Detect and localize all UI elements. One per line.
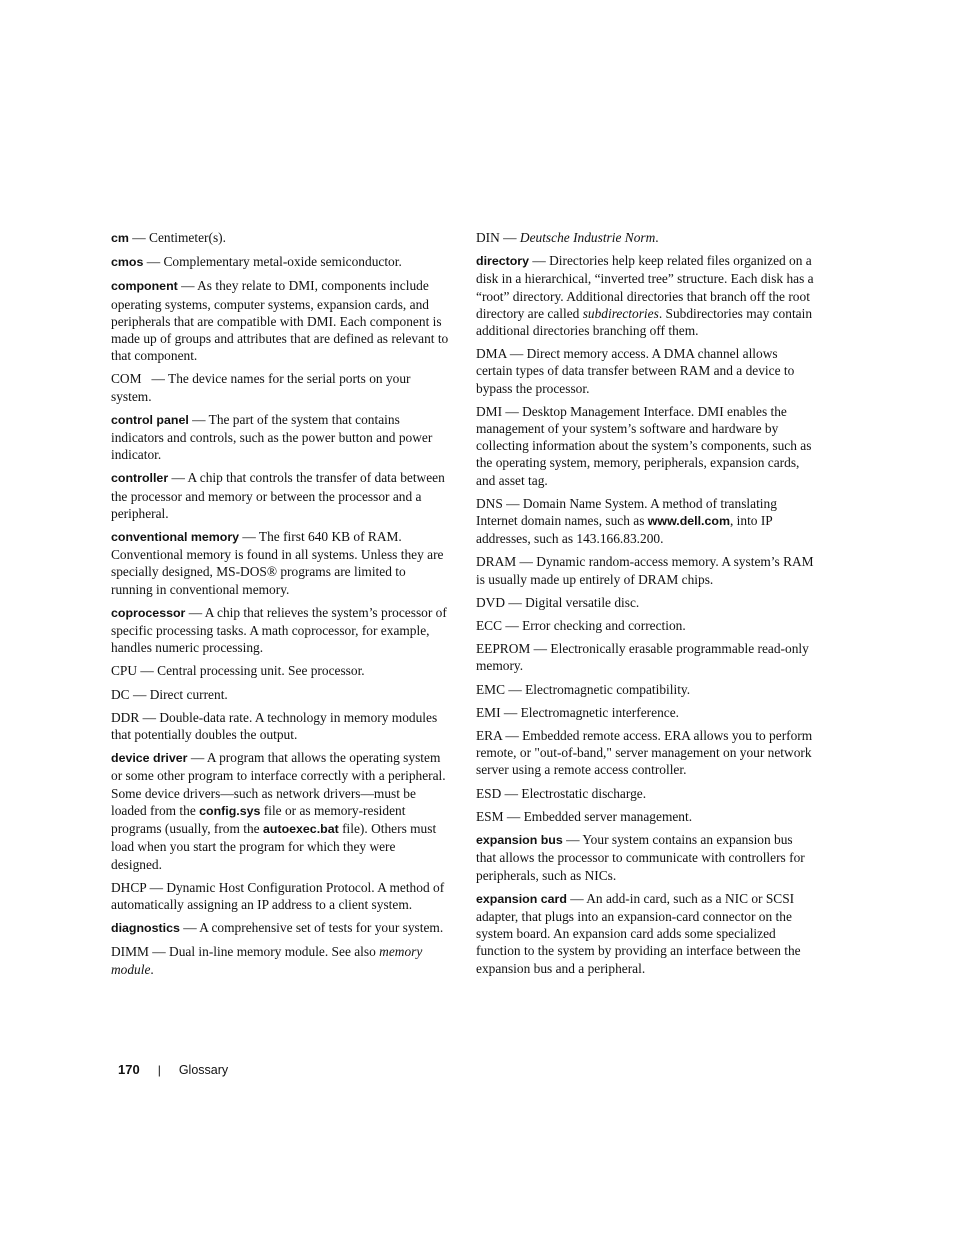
glossary-entry: [111, 943, 449, 977]
glossary-definition: — Centimeter(s).: [128, 230, 226, 245]
glossary-term: DVD: [476, 594, 506, 610]
glossary-entry: [111, 229, 449, 247]
glossary-entry: [476, 403, 814, 489]
glossary-definition-end: . Subdirectories may contain additional directories branching off them.: [476, 305, 813, 339]
italic-text: subdirectories: [582, 305, 659, 321]
glossary-definition: — An add-in card, such as a NIC or SCSI adapter, that plugs into an expansion-card connector on the system board. An expansion card adds some specialized function to the system by providing an interface between the expansion bus and a peripheral.: [476, 890, 801, 976]
glossary-definition: — Dual in-line memory module. See also: [148, 944, 380, 960]
glossary-definition: — Direct memory access. A DMA channel allows certain types of data transfer between RAM and a device to bypass the processor.: [476, 346, 795, 396]
glossary-term: ESD: [476, 785, 502, 801]
glossary-definition: file). Others must load when you start the program for which they were designed.: [111, 821, 437, 872]
glossary-definition: — Double-data rate. A technology in memory modules that potentially doubles the output.: [111, 709, 438, 743]
glossary-entry: [476, 229, 814, 246]
glossary-term: expansion bus: [476, 833, 563, 848]
section-name: Glossary: [178, 1062, 229, 1077]
file-name: config.sys: [199, 803, 261, 818]
glossary-column-right: [476, 229, 814, 983]
glossary-term: DIN: [476, 230, 500, 245]
glossary-definition: — Electromagnetic interference.: [500, 704, 679, 720]
glossary-term: device driver: [111, 751, 188, 766]
glossary-definition-end: .: [655, 230, 659, 245]
glossary-definition: — A chip that relieves the system’s processor of specific processing tasks. A math coprocessor, for example, handles numeric processing.: [111, 604, 447, 656]
glossary-term: DC: [111, 686, 130, 702]
glossary-entry: [476, 704, 814, 721]
glossary-term: component: [111, 279, 178, 294]
glossary-entry: [111, 662, 449, 679]
glossary-definition: — As they relate to DMI, components include operating systems, computer systems, expansion cards, and peripherals that are compatible with DMI. Each component is made up of groups and attributes that are defined as relevant to that component.: [111, 278, 449, 364]
glossary-term: DNS: [476, 495, 503, 511]
glossary-definition: — Central processing unit. See processor.: [137, 663, 365, 679]
glossary-entry: [111, 749, 449, 872]
glossary-term: controller: [111, 471, 169, 486]
glossary-definition: — The device names for the serial ports on your system.: [111, 371, 414, 404]
glossary-definition: — Desktop Management Interface. DMI enables the management of your system’s software and hardware by collecting information about the system’s components, such as the operating system, memory, peripherals, expansion cards, and asset tag.: [476, 403, 812, 488]
glossary-definition: — Directories help keep related files organized on a disk in a hierarchical, “inverted tree” structure. Each disk has a “root” directory. Additional directories that branch off the root directory are called: [476, 253, 814, 321]
glossary-entry: [111, 919, 449, 937]
glossary-entry: [476, 345, 814, 397]
glossary-entry: [476, 831, 814, 884]
glossary-definition: — Domain Name System. A method of translating Internet domain names, such as: [476, 495, 777, 529]
glossary-definition: — Electrostatic discharge.: [501, 785, 647, 801]
glossary-entry: [476, 495, 814, 548]
glossary-entry: [111, 469, 449, 522]
url-text: www.dell.com: [647, 514, 730, 529]
glossary-definition: — Digital versatile disc.: [505, 594, 640, 610]
glossary-entry: [111, 370, 449, 404]
glossary-term: conventional memory: [111, 530, 240, 545]
glossary-term: CPU: [111, 663, 138, 679]
glossary-entry: [111, 528, 449, 598]
glossary-term: coprocessor: [111, 605, 186, 620]
glossary-entry: [111, 604, 449, 657]
glossary-definition: — The part of the system that contains indicators and controls, such as the power button and power indicator.: [111, 411, 433, 463]
glossary-definition: — Dynamic Host Configuration Protocol. A method of automatically assigning an IP address to a client system.: [111, 879, 445, 912]
glossary-term: COM: [111, 371, 142, 387]
glossary-term: diagnostics: [111, 921, 180, 936]
glossary-entry: [476, 727, 814, 779]
glossary-definition: — Complementary metal-oxide semiconductor.: [143, 254, 402, 270]
glossary-entry: [111, 879, 449, 913]
glossary-term: DMA: [476, 346, 507, 362]
glossary-definition: — Electromagnetic compatibility.: [505, 681, 691, 697]
glossary-definition: — A program that allows the operating system or some other program to interface correctly with a peripheral. Some device drivers—such as network drivers—must be loaded from the: [111, 750, 446, 818]
glossary-column-left: [111, 229, 449, 984]
glossary-entry: [476, 808, 814, 825]
glossary-entry: [476, 640, 814, 674]
glossary-definition: — Embedded server management.: [503, 808, 693, 824]
glossary-entry: [476, 553, 814, 587]
glossary-term: directory: [476, 254, 530, 269]
glossary-term: DDR: [111, 709, 140, 725]
page-number: 170: [118, 1062, 140, 1077]
glossary-definition: — A comprehensive set of tests for your system.: [179, 920, 444, 936]
glossary-entry: [476, 890, 814, 977]
glossary-term: ESM: [476, 808, 504, 824]
glossary-term: DHCP: [111, 879, 147, 895]
glossary-term: DIMM: [111, 944, 149, 960]
glossary-entry: [476, 681, 814, 698]
glossary-term: cm: [111, 231, 129, 245]
footer-separator: |: [157, 1062, 161, 1077]
glossary-entry: [111, 709, 449, 743]
glossary-entry: [111, 277, 449, 364]
glossary-definition: — Electronically erasable programmable read-only memory.: [476, 641, 809, 674]
glossary-definition: — The first 640 KB of RAM. Conventional memory is found in all systems. Unless they are specially designed, MS-DOS® programs are limited to running in conventional memory.: [111, 529, 444, 597]
glossary-term: DRAM: [476, 554, 517, 570]
glossary-entry: [476, 594, 814, 611]
file-name: autoexec.bat: [262, 822, 339, 837]
glossary-entry: [111, 411, 449, 464]
glossary-definition: — Embedded remote access. ERA allows you to perform remote, or "out-of-band," server management on your network server using a remote access controller.: [476, 728, 813, 778]
glossary-definition: — Dynamic random-access memory. A system’s RAM is usually made up entirely of DRAM chips.: [476, 554, 814, 587]
cross-reference: memory module: [111, 944, 423, 977]
glossary-definition: —: [499, 230, 520, 245]
glossary-term: expansion card: [476, 891, 567, 906]
page-footer: [118, 1062, 228, 1077]
glossary-definition: — A chip that controls the transfer of data between the processor and memory or between the processor and a peripheral.: [111, 470, 445, 521]
glossary-definition: file or as memory-resident programs (usually, from the: [111, 802, 406, 837]
glossary-term: EEPROM: [476, 641, 531, 657]
glossary-entry: [111, 253, 449, 271]
glossary-term: ERA: [476, 728, 503, 744]
glossary-entry: [111, 686, 449, 703]
glossary-term: DMI: [476, 403, 503, 419]
glossary-term: ECC: [476, 618, 503, 634]
glossary-definition-end: .: [150, 961, 154, 977]
glossary-definition: — Direct current.: [129, 686, 228, 702]
glossary-definition: , into IP addresses, such as 143.166.83.200.: [476, 513, 773, 547]
italic-text: Deutsche Industrie Norm: [519, 230, 656, 245]
glossary-entry: [476, 252, 814, 339]
glossary-definition: — Error checking and correction.: [502, 618, 686, 634]
glossary-entry: [476, 785, 814, 802]
glossary-term: EMC: [476, 681, 506, 697]
glossary-term: cmos: [111, 255, 144, 270]
glossary-term: EMI: [476, 704, 501, 720]
glossary-term: control panel: [111, 412, 189, 427]
glossary-definition: — Your system contains an expansion bus that allows the processor to communicate with controllers for peripherals, such as NICs.: [476, 832, 805, 883]
glossary-entry: [476, 617, 814, 634]
